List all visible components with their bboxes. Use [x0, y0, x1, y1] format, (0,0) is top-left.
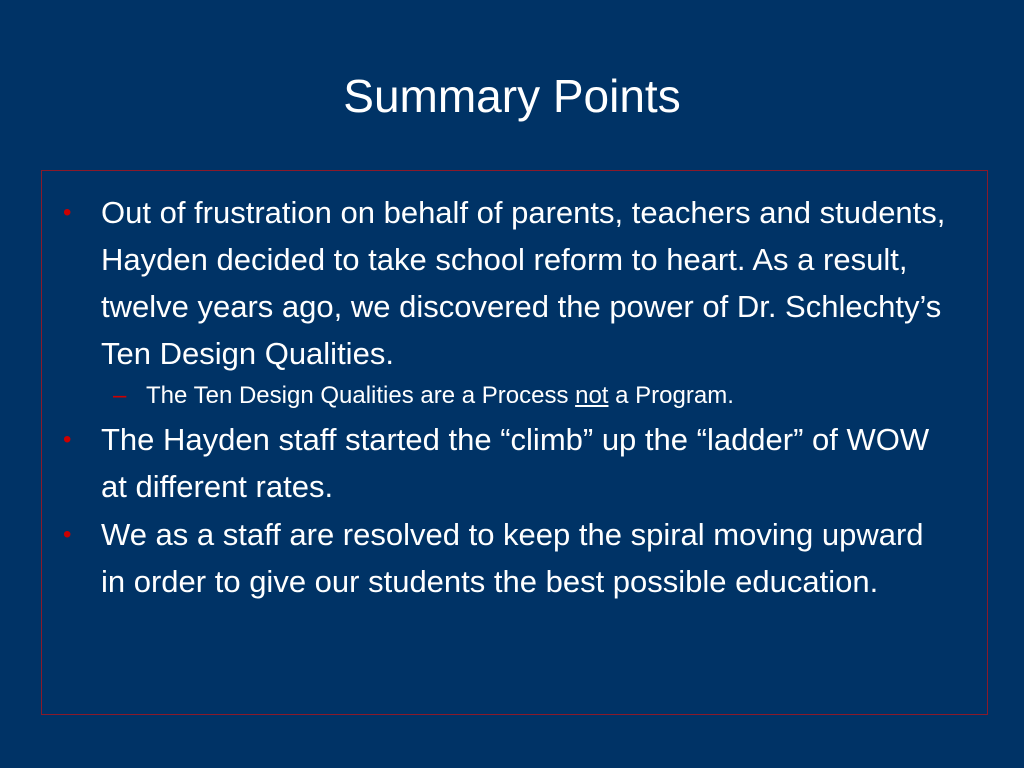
bullet-marker: •	[63, 521, 72, 548]
bullet-list	[42, 189, 989, 606]
sub-bullet-marker: –	[113, 382, 127, 409]
bullet-text: We as a staff are resolved to keep the spiral moving upward in order to give our students the best possible education.	[101, 517, 924, 599]
bullet-text: Out of frustration on behalf of parents, teachers and students, Hayden decided to take school reform to heart. As a result, twelve years ago, we discovered the power of Dr. Schlechty’s Ten Design Qualities.	[101, 195, 946, 371]
sub-bullet-text-after: a Program.	[608, 382, 734, 409]
bullet-marker: •	[63, 426, 72, 453]
bullet-item	[42, 189, 989, 377]
bullet-marker: •	[63, 199, 72, 226]
content-box	[41, 170, 988, 715]
bullet-text: The Hayden staff started the “climb” up the “ladder” of WOW at different rates.	[101, 422, 930, 504]
sub-bullet-item	[42, 378, 989, 414]
sub-bullet-text-underlined: not	[575, 382, 609, 409]
sub-bullet-text-before: The Ten Design Qualities are a Process	[146, 382, 576, 409]
bullet-item	[42, 416, 989, 510]
bullet-item	[42, 511, 989, 605]
slide-title: Summary Points	[343, 70, 681, 122]
